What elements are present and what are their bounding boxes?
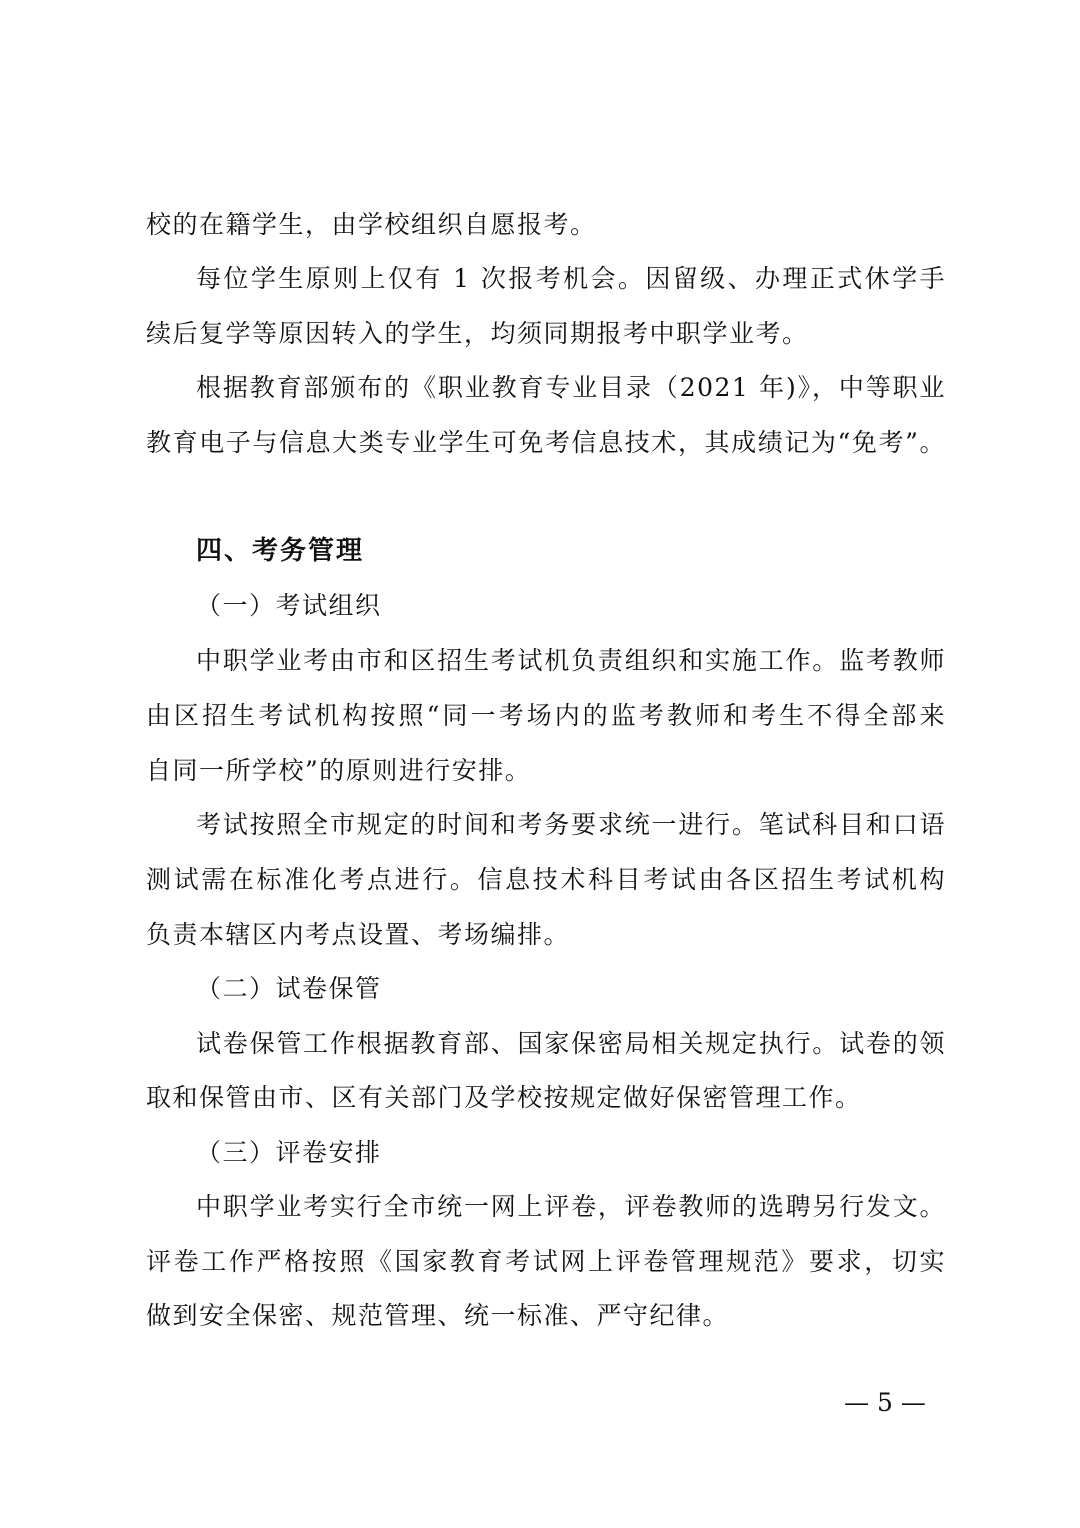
- body-line: 中职学业考实行全市统一网上评卷，评卷教师的选聘另行发文。: [196, 1192, 946, 1221]
- subsection-heading: （一）考试组织: [196, 591, 382, 620]
- body-line: 由区招生考试机构按照“同一考场内的监考教师和考生不得全部来: [146, 701, 946, 730]
- body-line: 评卷工作严格按照《国家教育考试网上评卷管理规范》要求，切实: [146, 1247, 946, 1276]
- body-line: 取和保管由市、区有关部门及学校按规定做好保密管理工作。: [146, 1083, 862, 1112]
- body-line: 教育电子与信息大类专业学生可免考信息技术，其成绩记为“免考”。: [146, 428, 946, 457]
- body-line: 测试需在标准化考点进行。信息技术科目考试由各区招生考试机构: [146, 865, 946, 894]
- body-line: 自同一所学校”的原则进行安排。: [146, 756, 532, 785]
- body-line: 负责本辖区内考点设置、考场编排。: [146, 920, 571, 949]
- subsection-heading: （二）试卷保管: [196, 974, 382, 1003]
- body-line: 每位学生原则上仅有 1 次报考机会。因留级、办理正式休学手: [196, 264, 946, 293]
- section-heading: 四、考务管理: [196, 536, 365, 566]
- subsection-heading: （三）评卷安排: [196, 1138, 382, 1167]
- page-number: — 5 —: [844, 1388, 926, 1417]
- body-line: 根据教育部颁布的《职业教育专业目录（2021 年)》，中等职业: [196, 373, 946, 402]
- body-line: 校的在籍学生，由学校组织自愿报考。: [146, 210, 597, 239]
- body-line: 中职学业考由市和区招生考试机负责组织和实施工作。监考教师: [196, 646, 946, 675]
- body-line: 做到安全保密、规范管理、统一标准、严守纪律。: [146, 1301, 730, 1330]
- body-line: 试卷保管工作根据教育部、国家保密局相关规定执行。试卷的领: [196, 1029, 946, 1058]
- body-line: 续后复学等原因转入的学生，均须同期报考中职学业考。: [146, 319, 809, 348]
- body-line: 考试按照全市规定的时间和考务要求统一进行。笔试科目和口语: [196, 810, 946, 839]
